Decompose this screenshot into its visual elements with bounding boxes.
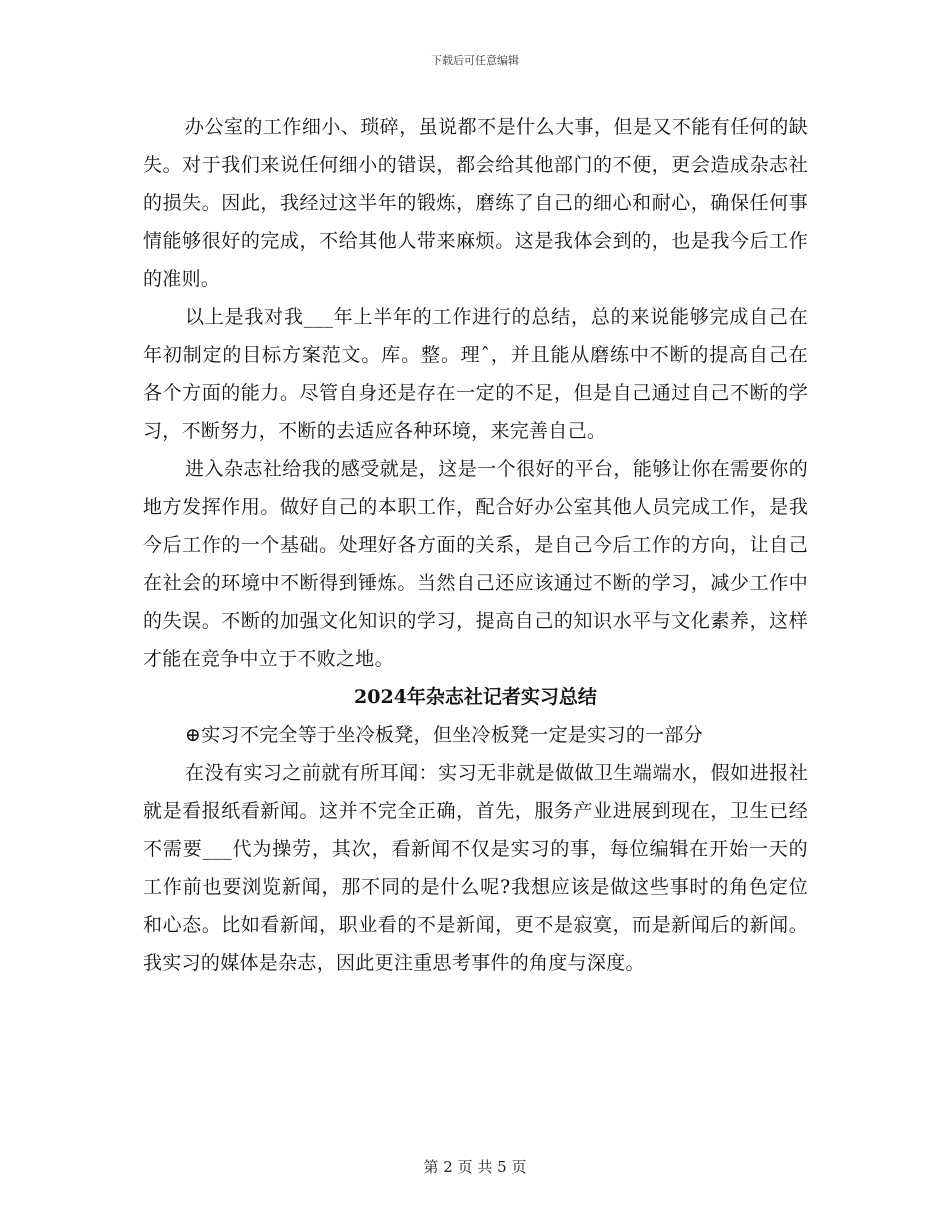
page-header-note: 下载后可任意编辑 [431,54,519,67]
section-title: 2024年杂志社记者实习总结 [354,686,597,708]
paragraph-magazine-impression: 进入杂志社给我的感受就是，这是一个很好的平台，能够让你在需要你的地方发挥作用。做好自己的本职工作，配合好办公室其他人员完成工作，是我今后工作的一个基础。处理好各方面的关系，是自己今后工作的方向，让自己在社会的环境中不断得到锤炼。当然自己还应该通过不断的学习，减少工作中的失误。不断的加强文化知识的学习，提高自己的知识水平与文化素养，这样才能在竞争中立于不败之地。 [143,458,808,670]
paragraph-internship-reflection: 在没有实习之前就有所耳闻：实习无非就是做做卫生端端水，假如进报社就是看报纸看新闻。这并不完全正确，首先，服务产业进展到现在，卫生已经不需要___代为操劳，其次，看新闻不仅是实习的事，每位编辑在开始一天的工作前也要浏览新闻，那不同的是什么呢?我想应该是做这些事时的角色定位和心态。比如看新闻，职业看的不是新闻，更不是寂寞，而是新闻后的新闻。我实习的媒体是杂志，因此更注重思考事件的角度与深度。 [143,762,808,974]
paragraph-internship-subheading: ⊕实习不完全等于坐冷板凳，但坐冷板凳一定是实习的一部分 [185,724,704,746]
paragraph-office-work: 办公室的工作细小、琐碎，虽说都不是什么大事，但是又不能有任何的缺失。对于我们来说任何细小的错误，都会给其他部门的不便，更会造成杂志社的损失。因此，我经过这半年的锻炼，磨练了自己的细心和耐心，确保任何事情能够很好的完成，不给其他人带来麻烦。这是我体会到的，也是我今后工作的准则。 [143,116,808,290]
document-body [143,108,808,982]
paragraph-half-year-summary: 以上是我对我___年上半年的工作进行的总结，总的来说能够完成自己在年初制定的目标方案范文。库。整。理ˆ，并且能从磨练中不断的提高自己在各个方面的能力。尽管自身还是存在一定的不足，但是自己通过自己不断的学习，不断努力，不断的去适应各种环境，来完善自己。 [143,306,808,442]
page-number: 第 2 页 共 5 页 [423,1158,527,1176]
